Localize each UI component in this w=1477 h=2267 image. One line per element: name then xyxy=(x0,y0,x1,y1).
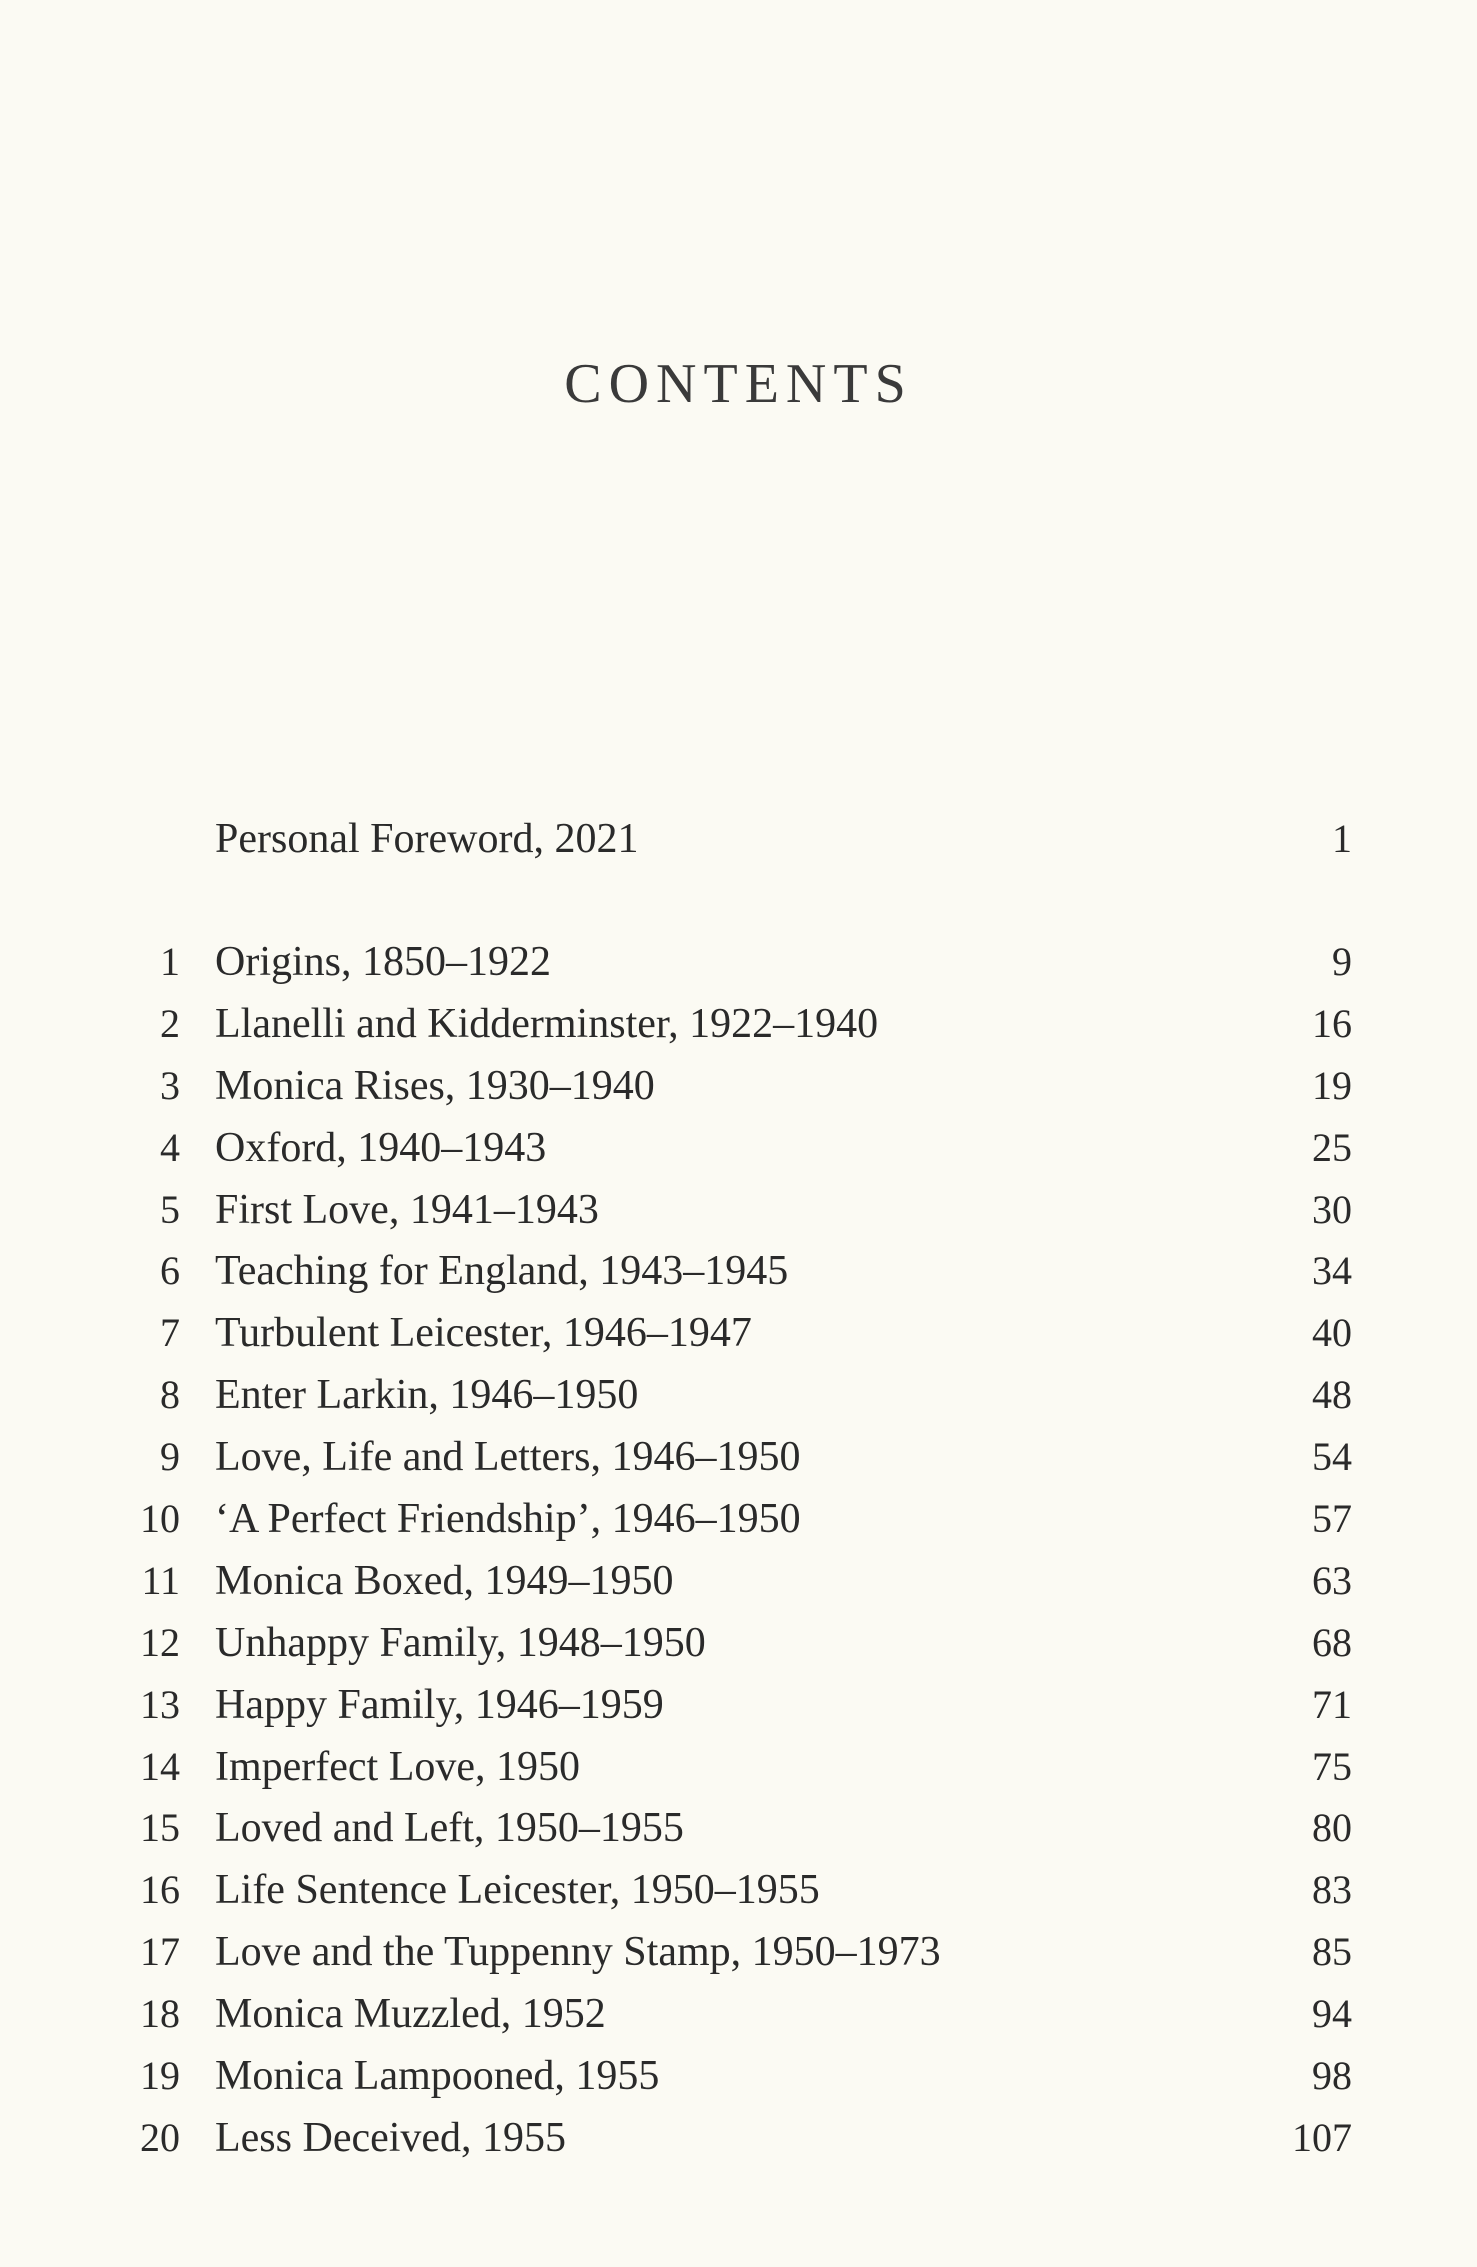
chapter-number: 8 xyxy=(160,1372,180,1418)
chapter-page-number: 40 xyxy=(1312,1310,1352,1356)
chapter-number: 18 xyxy=(140,1991,180,2037)
chapter-entry xyxy=(0,1240,1477,1302)
chapter-entry xyxy=(0,2045,1477,2107)
chapter-number: 2 xyxy=(160,1000,180,1046)
chapter-title: Unhappy Family, 1948–1950 xyxy=(215,1619,706,1666)
chapter-entry xyxy=(0,1921,1477,1983)
chapter-number: 15 xyxy=(140,1805,180,1851)
chapter-title: Happy Family, 1946–1959 xyxy=(215,1681,664,1728)
chapter-number: 17 xyxy=(140,1929,180,1975)
chapter-number: 1 xyxy=(160,939,180,984)
chapter-page-number: 68 xyxy=(1312,1619,1352,1665)
contents-heading: CONTENTS xyxy=(564,353,913,415)
chapter-entry xyxy=(0,1612,1477,1674)
chapter-number: 19 xyxy=(140,2053,180,2099)
chapter-number: 13 xyxy=(140,1681,180,1727)
chapter-number: 12 xyxy=(140,1619,180,1665)
chapter-entry xyxy=(0,2107,1477,2169)
chapter-page-number: 48 xyxy=(1312,1372,1352,1418)
chapter-page-number: 34 xyxy=(1312,1248,1352,1294)
chapter-number: 5 xyxy=(160,1186,180,1232)
chapter-title: Turbulent Leicester, 1946–1947 xyxy=(215,1310,752,1357)
chapter-entry xyxy=(0,1983,1477,2045)
chapter-page-number: 107 xyxy=(1292,2114,1352,2160)
chapter-entry xyxy=(0,1674,1477,1736)
foreword-title: Personal Foreword, 2021 xyxy=(215,816,639,862)
chapter-entry xyxy=(0,931,1477,993)
chapter-title: ‘A Perfect Friendship’, 1946–1950 xyxy=(215,1496,801,1543)
chapter-page-number: 9 xyxy=(1332,939,1352,984)
chapter-page-number: 83 xyxy=(1312,1867,1352,1913)
chapter-page-number: 80 xyxy=(1312,1805,1352,1851)
chapter-entry xyxy=(0,1736,1477,1798)
chapter-entry xyxy=(0,1179,1477,1241)
chapter-title: Teaching for England, 1943–1945 xyxy=(215,1248,789,1295)
chapter-page-number: 71 xyxy=(1312,1681,1352,1727)
chapter-entry xyxy=(0,1055,1477,1117)
chapter-entry xyxy=(0,1550,1477,1612)
chapter-title: Love, Life and Letters, 1946–1950 xyxy=(215,1434,801,1481)
chapter-page-number: 54 xyxy=(1312,1434,1352,1480)
chapter-title: Less Deceived, 1955 xyxy=(215,2114,567,2161)
foreword-entry xyxy=(0,808,1477,870)
chapter-number: 14 xyxy=(140,1743,180,1789)
chapter-title: Monica Boxed, 1949–1950 xyxy=(215,1557,674,1604)
chapter-title: Love and the Tuppenny Stamp, 1950–1973 xyxy=(215,1929,941,1976)
chapter-number: 7 xyxy=(160,1310,180,1356)
chapter-page-number: 98 xyxy=(1312,2053,1352,2099)
chapter-entry xyxy=(0,1488,1477,1550)
chapter-title: Life Sentence Leicester, 1950–1955 xyxy=(215,1867,820,1914)
chapter-entry xyxy=(0,1302,1477,1364)
chapter-entry xyxy=(0,1364,1477,1426)
chapter-entry xyxy=(0,1797,1477,1859)
chapter-number: 16 xyxy=(140,1867,180,1913)
chapter-page-number: 25 xyxy=(1312,1124,1352,1170)
chapter-page-number: 94 xyxy=(1312,1991,1352,2037)
chapter-page-number: 63 xyxy=(1312,1557,1352,1603)
chapter-page-number: 19 xyxy=(1312,1062,1352,1108)
chapter-title: Loved and Left, 1950–1955 xyxy=(215,1805,684,1852)
chapter-page-number: 57 xyxy=(1312,1496,1352,1542)
chapter-page-number: 16 xyxy=(1312,1000,1352,1046)
chapter-page-number: 75 xyxy=(1312,1743,1352,1789)
chapter-title: Oxford, 1940–1943 xyxy=(215,1124,547,1171)
chapter-title: Origins, 1850–1922 xyxy=(215,939,551,985)
chapter-list xyxy=(0,931,1477,2169)
chapter-page-number: 85 xyxy=(1312,1929,1352,1975)
chapter-number: 9 xyxy=(160,1434,180,1480)
chapter-title: Enter Larkin, 1946–1950 xyxy=(215,1372,639,1419)
chapter-number: 4 xyxy=(160,1124,180,1170)
chapter-title: First Love, 1941–1943 xyxy=(215,1186,599,1233)
chapter-title: Monica Lampooned, 1955 xyxy=(215,2053,660,2100)
chapter-number: 11 xyxy=(141,1557,180,1603)
chapter-page-number: 30 xyxy=(1312,1186,1352,1232)
chapter-title: Llanelli and Kidderminster, 1922–1940 xyxy=(215,1000,879,1047)
foreword-page-number: 1 xyxy=(1332,816,1352,861)
chapter-number: 10 xyxy=(140,1496,180,1542)
chapter-title: Monica Rises, 1930–1940 xyxy=(215,1062,655,1109)
chapter-entry xyxy=(0,993,1477,1055)
chapter-number: 6 xyxy=(160,1248,180,1294)
chapter-title: Imperfect Love, 1950 xyxy=(215,1743,581,1790)
chapter-title: Monica Muzzled, 1952 xyxy=(215,1991,606,2038)
chapter-entry xyxy=(0,1117,1477,1179)
chapter-number: 3 xyxy=(160,1062,180,1108)
chapter-entry xyxy=(0,1859,1477,1921)
chapter-number: 20 xyxy=(140,2114,180,2160)
chapter-entry xyxy=(0,1426,1477,1488)
